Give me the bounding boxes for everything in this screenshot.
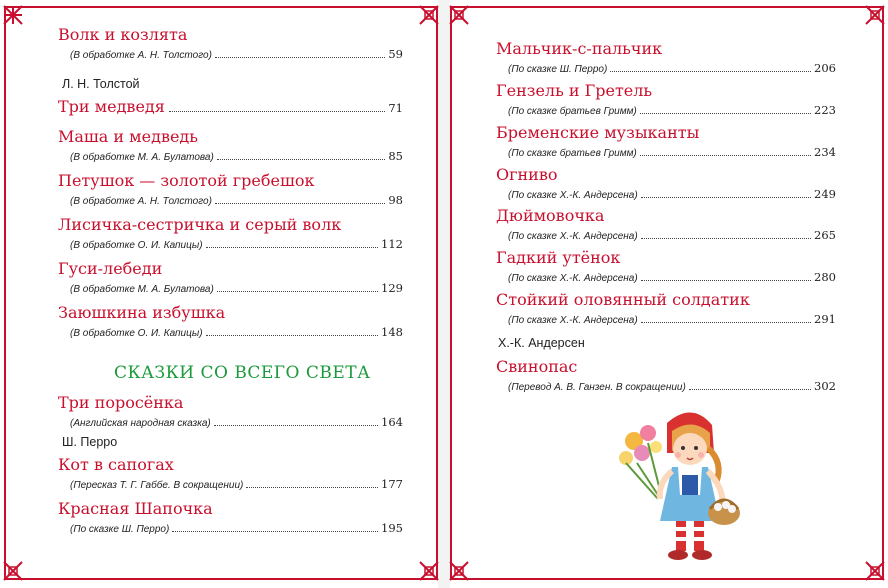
toc-entry[interactable]: [496, 40, 836, 75]
toc-entry[interactable]: [58, 216, 403, 251]
leader-dots: [215, 57, 385, 58]
toc-entry[interactable]: [58, 26, 403, 61]
entry-title: Заюшкина избушка: [58, 303, 226, 322]
corner-ornament-icon: [2, 4, 24, 26]
entry-note: (Английская народная сказка): [70, 418, 211, 429]
entry-note: (По сказке Х.-К. Андерсена): [508, 231, 638, 242]
leader-dots: [640, 113, 811, 114]
toc-entry[interactable]: [496, 291, 836, 326]
toc-entry[interactable]: [496, 207, 836, 242]
author-name: Х.-К. Андерсен: [498, 336, 585, 350]
corner-ornament-icon: [864, 560, 886, 582]
girl-illustration: [612, 403, 752, 568]
entry-title: Лисичка-сестричка и серый волк: [58, 215, 342, 234]
entry-note: (В обработке О. И. Капицы): [70, 328, 203, 339]
section-heading: СКАЗКИ СО ВСЕГО СВЕТА: [114, 363, 371, 383]
leader-dots: [640, 155, 811, 156]
entry-title: Стойкий оловянный солдатик: [496, 290, 750, 309]
toc-entry[interactable]: [496, 358, 836, 393]
entry-note: (По сказке братьев Гримм): [508, 106, 637, 117]
entry-title: Красная Шапочка: [58, 499, 213, 518]
entry-title: Три медведя: [58, 97, 165, 116]
entry-title: Петушок — золотой гребешок: [58, 171, 315, 190]
toc-entry[interactable]: [58, 260, 403, 295]
toc-entry[interactable]: [496, 166, 836, 201]
entry-title: Кот в сапогах: [58, 455, 174, 474]
entry-note: (В обработке А. Н. Толстого): [70, 50, 212, 61]
book-gutter: [438, 0, 450, 588]
entry-title: Огниво: [496, 165, 558, 184]
entry-note: (По сказке Ш. Перро): [508, 64, 608, 75]
entry-page: 85: [388, 149, 403, 163]
entry-page: 195: [381, 521, 403, 535]
entry-page: 59: [388, 47, 403, 61]
entry-page: 112: [381, 237, 403, 251]
entry-note: (По сказке Х.-К. Андерсена): [508, 190, 638, 201]
corner-ornament-icon: [418, 4, 440, 26]
leader-dots: [641, 322, 811, 323]
entry-note: (По сказке Ш. Перро): [70, 524, 170, 535]
toc-entry[interactable]: [58, 500, 403, 535]
entry-title: Гензель и Гретель: [496, 81, 653, 100]
entry-note: (Перевод А. В. Ганзен. В сокращении): [508, 382, 686, 393]
entry-page: 234: [814, 145, 836, 159]
corner-ornament-icon: [448, 560, 470, 582]
entry-title: Бременские музыканты: [496, 123, 700, 142]
leader-dots: [172, 531, 378, 532]
entry-note: (По сказке Х.-К. Андерсена): [508, 273, 638, 284]
entry-page: 98: [388, 193, 403, 207]
toc-entry[interactable]: [58, 172, 403, 207]
corner-ornament-icon: [418, 560, 440, 582]
entry-note: (В обработке О. И. Капицы): [70, 240, 203, 251]
leader-dots: [206, 335, 379, 336]
entry-title: Гадкий утёнок: [496, 248, 621, 267]
author-name: Ш. Перро: [62, 435, 118, 449]
leader-dots: [246, 487, 378, 488]
entry-page: 249: [814, 187, 836, 201]
entry-note: (В обработке М. А. Булатова): [70, 284, 214, 295]
entry-title: Гуси-лебеди: [58, 259, 163, 278]
corner-ornament-icon: [864, 4, 886, 26]
entry-page: 164: [381, 415, 403, 429]
left-page: [4, 6, 438, 580]
leader-dots: [689, 389, 811, 390]
entry-title: Дюймовочка: [496, 206, 605, 225]
leader-dots: [206, 247, 379, 248]
corner-ornament-icon: [448, 4, 470, 26]
leader-dots: [641, 238, 811, 239]
leader-dots: [215, 203, 385, 204]
entry-page: 148: [381, 325, 403, 339]
entry-page: 223: [814, 103, 836, 117]
toc-entry[interactable]: [58, 98, 403, 116]
entry-title: Мальчик-с-пальчик: [496, 39, 663, 58]
right-page: [450, 6, 884, 580]
entry-page: 280: [814, 270, 836, 284]
entry-page: 291: [814, 312, 836, 326]
entry-note: (По сказке братьев Гримм): [508, 148, 637, 159]
leader-dots: [217, 159, 386, 160]
entry-page: 265: [814, 228, 836, 242]
entry-page: 129: [381, 281, 403, 295]
leader-dots: [641, 280, 811, 281]
entry-note: (По сказке Х.-К. Андерсена): [508, 315, 638, 326]
author-name: Л. Н. Толстой: [62, 77, 140, 91]
entry-title: Волк и козлята: [58, 25, 188, 44]
toc-entry[interactable]: [58, 128, 403, 163]
entry-title: Три поросёнка: [58, 393, 184, 412]
toc-entry[interactable]: [58, 394, 403, 429]
entry-page: 206: [814, 61, 836, 75]
toc-entry[interactable]: [496, 82, 836, 117]
entry-title: Свинопас: [496, 357, 578, 376]
entry-note: (В обработке А. Н. Толстого): [70, 196, 212, 207]
leader-dots: [214, 425, 378, 426]
entry-note: (Пересказ Т. Г. Габбе. В сокращении): [70, 480, 244, 491]
entry-page: 302: [814, 379, 836, 393]
leader-dots: [610, 71, 811, 72]
leader-dots: [641, 197, 811, 198]
entry-title: Маша и медведь: [58, 127, 198, 146]
leader-dots: [217, 291, 378, 292]
toc-entry[interactable]: [496, 249, 836, 284]
toc-entry[interactable]: [58, 304, 403, 339]
entry-page: 177: [381, 477, 403, 491]
entry-page: 71: [388, 101, 403, 115]
leader-dots: [169, 111, 386, 112]
toc-entry[interactable]: [58, 456, 403, 491]
corner-ornament-icon: [2, 560, 24, 582]
entry-note: (В обработке М. А. Булатова): [70, 152, 214, 163]
toc-entry[interactable]: [496, 124, 836, 159]
